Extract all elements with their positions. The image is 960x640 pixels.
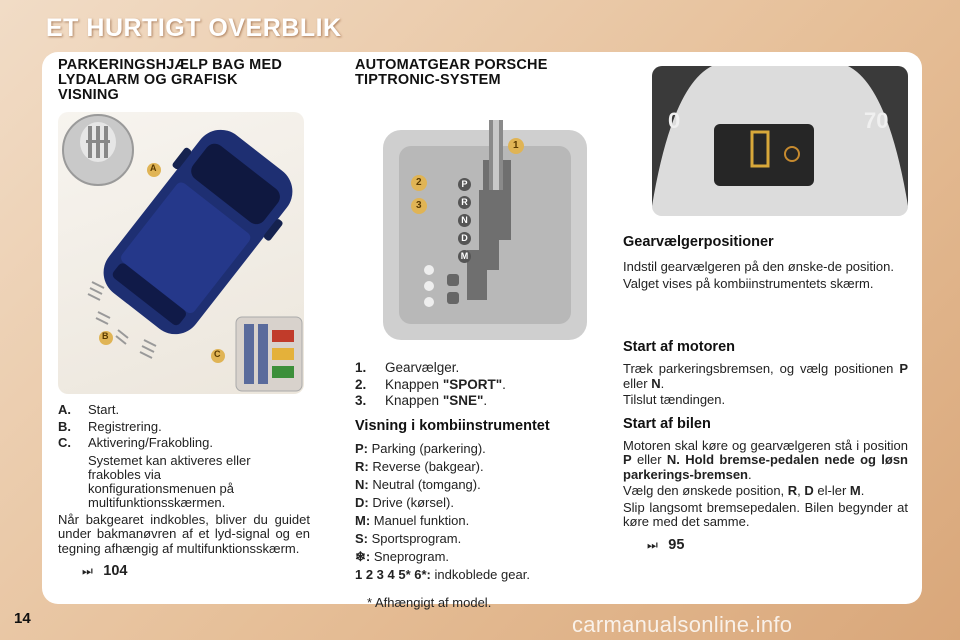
- parking-paragraph: Når bakgearet indkobles, bliver du guidet under bakmanøvren af et lyd-signal og en tegning afhængig af multifunktionsskærm.: [58, 511, 310, 556]
- list-text: Neutral (tomgang).: [372, 476, 481, 492]
- list-item: [355, 476, 615, 494]
- list-key: B.: [58, 418, 71, 434]
- parking-ref[interactable]: [58, 562, 310, 580]
- list-item: [355, 360, 615, 377]
- list-text: Reverse (bakgear).: [372, 458, 484, 474]
- list-key: A.: [58, 402, 71, 417]
- list-end: .: [502, 376, 506, 392]
- gearbox-text: [355, 360, 615, 610]
- list-key: 1.: [355, 360, 367, 375]
- text-run: el-ler: [813, 483, 850, 498]
- gate-letter-p: P: [458, 178, 471, 191]
- gear-figure-label-2: 2: [416, 177, 422, 188]
- parking-ref-page: 104: [103, 563, 128, 579]
- figure-label-c: C: [214, 349, 221, 359]
- list-key: 2.: [355, 376, 367, 392]
- list-item: [355, 530, 615, 548]
- list-item: [355, 512, 615, 530]
- list-key: N:: [355, 476, 369, 492]
- list-text: Aktivering/Frakobling.: [88, 435, 213, 450]
- parking-section: [58, 58, 310, 103]
- list-item: [355, 440, 615, 458]
- list-text: Knappen: [385, 376, 443, 392]
- list-item: [355, 393, 615, 410]
- list-emph: "SPORT": [442, 376, 503, 392]
- display-list: [355, 440, 615, 584]
- page-number: 14: [14, 610, 31, 627]
- text-run: ,: [797, 483, 805, 498]
- list-text: Manuel funktion.: [373, 512, 470, 528]
- start-car-heading: Start af bilen: [623, 415, 711, 432]
- start-engine-p1: [623, 362, 908, 391]
- gate-letter-m: M: [458, 250, 471, 263]
- text-run: Træk parkeringsbremsen, og vælg positionen: [623, 361, 900, 376]
- text-emph: P: [899, 361, 908, 376]
- list-text: Knappen: [385, 393, 443, 408]
- list-end: .: [483, 393, 488, 408]
- gate-letter-d: D: [458, 232, 471, 245]
- text-run: Vælg den ønskede position,: [623, 483, 788, 498]
- gearbox-heading: AUTOMATGEAR PORSCHE TIPTRONIC-SYSTEM: [355, 57, 548, 88]
- list-key: R:: [355, 458, 369, 474]
- start-car-p1: [623, 439, 908, 483]
- list-text: Sneprogram.: [373, 548, 450, 564]
- list-item: [355, 377, 615, 394]
- parking-text: [58, 402, 310, 580]
- instrument-figure: [652, 66, 908, 216]
- figure-label-a: A: [150, 163, 157, 173]
- start-car-p2: [623, 484, 908, 499]
- gear-positions-p1: Indstil gearvælgeren på den ønske-de position.: [623, 259, 894, 274]
- list-item: [58, 419, 310, 436]
- footnote: * Afhængigt af model.: [367, 594, 492, 610]
- watermark: carmanualsonline.info: [572, 612, 793, 637]
- gate-letter-r: R: [458, 196, 471, 209]
- display-heading: Visning i kombiinstrumentet: [355, 417, 550, 434]
- list-text: Parking (parkering).: [371, 440, 486, 456]
- list-key: D:: [355, 494, 369, 510]
- gear-positions-heading: Gearvælgerpositioner: [623, 234, 774, 250]
- gear-positions-p2: Valget vises på kombiinstrumentets skærm.: [623, 275, 874, 291]
- text-run: .: [748, 466, 752, 482]
- parking-diagram: [58, 112, 304, 394]
- start-engine-p2: Tilslut tændingen.: [623, 392, 726, 407]
- list-key: M:: [355, 512, 371, 528]
- gearbox-section: [355, 58, 615, 88]
- list-key: 3.: [355, 393, 367, 408]
- arrow-right-icon: ⏭: [647, 537, 658, 552]
- text-run: .: [660, 375, 665, 391]
- gauge-left-value: 0: [668, 108, 681, 133]
- text-emph: D: [804, 483, 814, 498]
- text-run: .: [860, 483, 865, 498]
- figure-label-b: B: [102, 331, 109, 341]
- text-emph: M: [849, 483, 861, 498]
- parking-figure: [58, 112, 304, 394]
- gauge-right-value: 70: [864, 108, 889, 133]
- list-item: [355, 566, 615, 584]
- list-key: ❄:: [355, 548, 371, 564]
- list-item: [58, 402, 310, 419]
- gear-figure-label-3: 3: [416, 200, 422, 211]
- text-emph: N: [651, 375, 661, 391]
- list-text: Gearvælger.: [385, 360, 460, 375]
- right-text: [623, 234, 908, 554]
- list-key: 1 2 3 4 5* 6*:: [355, 566, 431, 582]
- gear-selector-figure: [363, 120, 593, 352]
- text-emph: N. Hold bremse-pedalen nede og løsn parkerings-bremsen: [623, 452, 908, 482]
- right-ref-page: 95: [668, 536, 685, 553]
- list-text: Sportsprogram.: [371, 530, 462, 546]
- text-run: eller: [631, 452, 667, 467]
- list-key: P:: [355, 440, 368, 456]
- list-item: [355, 494, 615, 512]
- text-emph: R: [787, 483, 798, 498]
- start-engine-heading: Start af motoren: [623, 339, 735, 355]
- list-text: Registrering.: [88, 418, 162, 434]
- text-emph: P: [623, 452, 632, 467]
- gear-figure-label-1: 1: [513, 140, 519, 151]
- list-emph: "SNE": [442, 393, 484, 408]
- list-item: [355, 548, 615, 566]
- list-text: Start.: [88, 402, 120, 417]
- right-ref[interactable]: [623, 536, 908, 554]
- text-run: eller: [623, 375, 652, 391]
- list-key: C.: [58, 435, 71, 450]
- list-key: S:: [355, 530, 368, 546]
- text-run: Motoren skal køre og gearvælgeren stå i position: [623, 437, 908, 453]
- gate-letter-n: N: [458, 214, 471, 227]
- page-title: ET HURTIGT OVERBLIK: [46, 14, 342, 42]
- arrow-right-icon: ⏭: [82, 564, 93, 578]
- list-text: Drive (kørsel).: [372, 494, 454, 510]
- parking-note: Systemet kan aktiveres eller frakobles via konfigurationsmenuen på multifunktionsskærmen.: [88, 452, 251, 510]
- list-text: indkoblede gear.: [434, 566, 530, 582]
- parking-heading: PARKERINGSHJÆLP BAG MED LYDALARM OG GRAFISK VISNING: [58, 57, 283, 103]
- gear-selector-diagram: [363, 120, 593, 352]
- start-car-p3: Slip langsomt bremsepedalen. Bilen begynder at køre med det samme.: [623, 499, 908, 529]
- instrument-diagram: [652, 66, 908, 216]
- list-item: [355, 458, 615, 476]
- list-item: [58, 435, 310, 452]
